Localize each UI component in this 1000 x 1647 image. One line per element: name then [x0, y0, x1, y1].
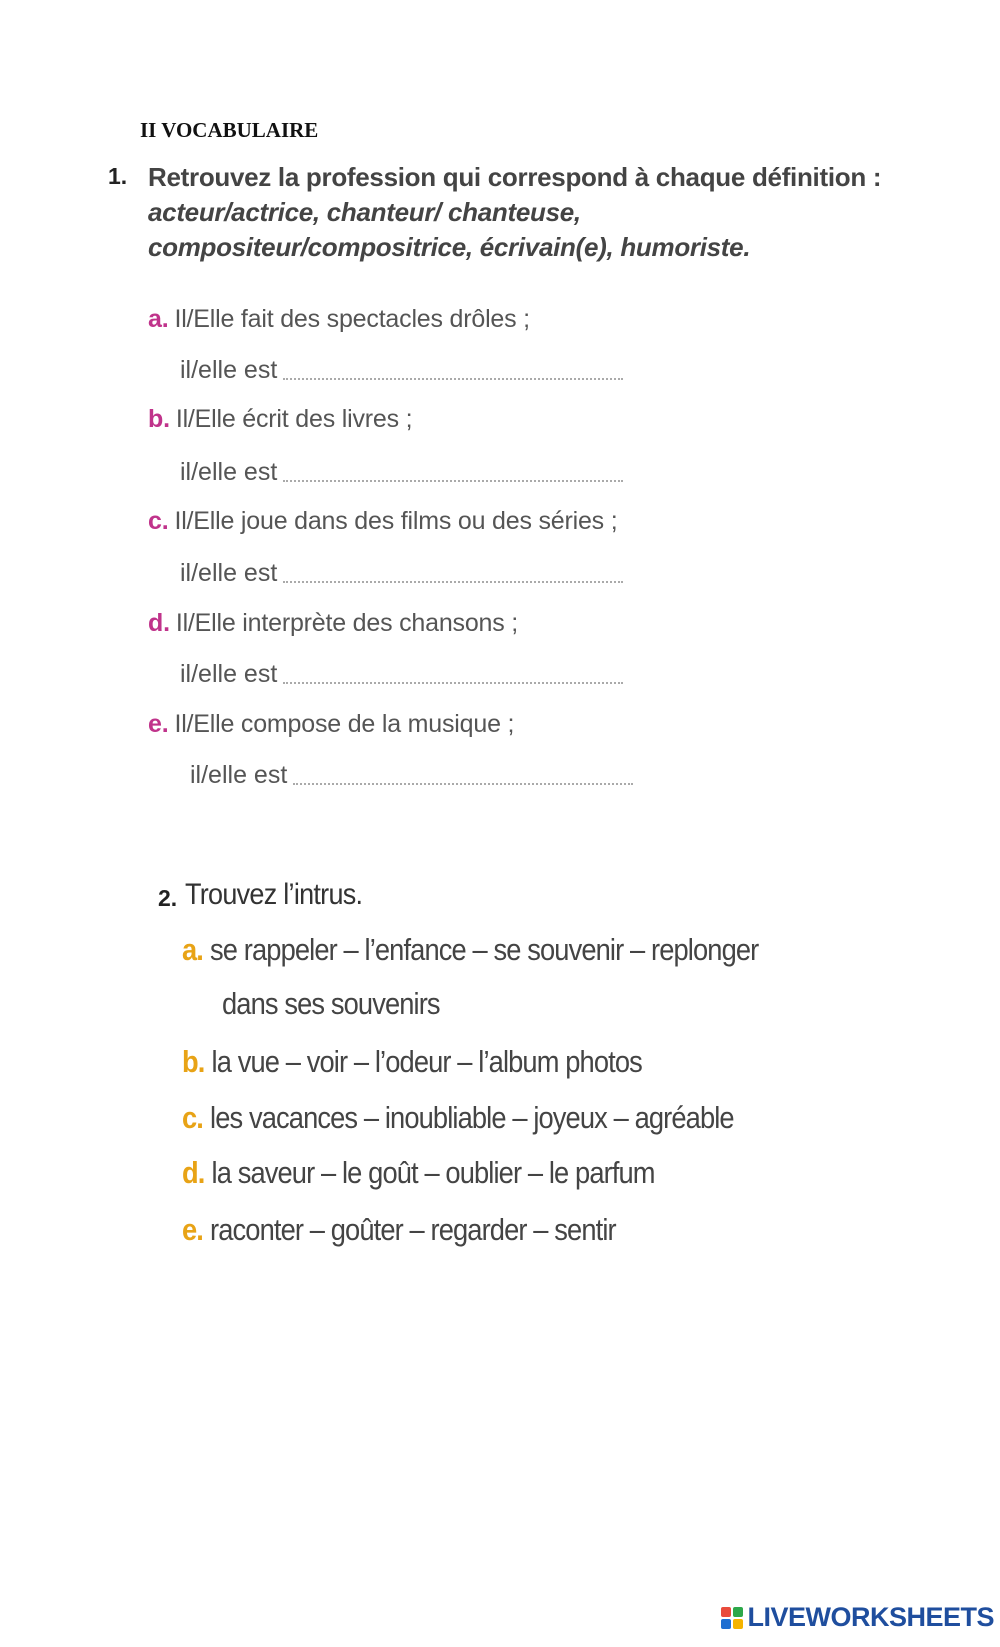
logo-text: LIVEWORKSHEETS — [747, 1602, 994, 1632]
exercise2-number: 2. — [158, 885, 178, 911]
logo-square-4 — [733, 1619, 743, 1629]
answer-row-d — [180, 660, 623, 689]
answer-field-d[interactable] — [283, 682, 623, 684]
ex2-item-b — [182, 1044, 642, 1080]
instruction-text: Retrouvez la profession qui correspond à chaque définition : — [148, 162, 882, 192]
item-text: Il/Elle compose de la musique ; — [174, 710, 515, 738]
ex1-item-a — [148, 305, 530, 334]
logo-square-1 — [721, 1607, 731, 1617]
ex2-item-e — [182, 1212, 616, 1248]
liveworksheets-logo[interactable] — [721, 1602, 994, 1633]
ex2-item-d — [182, 1155, 655, 1191]
item-letter: c. — [182, 1100, 203, 1135]
answer-field-a[interactable] — [283, 378, 623, 380]
answer-prefix: il/elle est — [180, 660, 278, 688]
section-title: II VOCABULAIRE — [140, 118, 319, 142]
item-text: la saveur – le goût – oublier – le parfum — [211, 1155, 655, 1190]
answer-prefix: il/elle est — [180, 356, 278, 384]
exercise1-number: 1. — [108, 163, 128, 189]
logo-square-2 — [733, 1607, 743, 1617]
answer-field-c[interactable] — [283, 581, 623, 583]
logo-square-3 — [721, 1619, 731, 1629]
ex1-item-e — [148, 710, 514, 739]
item-text: les vacances – inoubliable – joyeux – agréable — [210, 1100, 734, 1135]
item-text: se rappeler – l’enfance – se souvenir – replonger — [210, 932, 759, 967]
answer-row-e — [190, 761, 633, 790]
answer-field-e[interactable] — [293, 783, 633, 785]
answer-row-b — [180, 458, 623, 487]
answer-prefix: il/elle est — [180, 458, 278, 486]
item-letter: a. — [148, 305, 169, 333]
item-text: Il/Elle écrit des livres ; — [175, 405, 413, 433]
ex1-item-d — [148, 609, 518, 638]
instruction-professions: acteur/actrice, chanteur/ chanteuse, compositeur/compositrice, écrivain(e), humoriste. — [148, 197, 751, 262]
item-text: Il/Elle joue dans des films ou des séries ; — [174, 507, 618, 535]
logo-icon — [721, 1607, 743, 1629]
item-letter: b. — [148, 405, 170, 433]
answer-field-b[interactable] — [283, 480, 623, 482]
item-letter: b. — [182, 1044, 205, 1079]
answer-row-c — [180, 559, 623, 588]
exercise2-title: Trouvez l’intrus. — [185, 878, 363, 911]
answer-row-a — [180, 356, 623, 385]
item-text: raconter – goûter – regarder – sentir — [210, 1212, 616, 1247]
ex2-item-a-continuation: dans ses souvenirs — [222, 986, 440, 1021]
item-letter: d. — [148, 609, 170, 637]
item-letter: c. — [148, 507, 169, 535]
ex1-item-c — [148, 507, 617, 536]
ex2-item-c — [182, 1100, 734, 1136]
answer-prefix: il/elle est — [180, 559, 278, 587]
answer-prefix: il/elle est — [190, 761, 288, 789]
item-letter: d. — [182, 1155, 205, 1190]
ex2-item-a — [182, 932, 758, 968]
exercise1-instruction — [148, 160, 908, 265]
item-text: Il/Elle fait des spectacles drôles ; — [174, 305, 530, 333]
item-letter: e. — [148, 710, 169, 738]
item-text: la vue – voir – l’odeur – l’album photos — [211, 1044, 642, 1079]
item-text: Il/Elle interprète des chansons ; — [175, 609, 519, 637]
ex1-item-b — [148, 405, 412, 434]
item-letter: a. — [182, 932, 203, 967]
item-letter: e. — [182, 1212, 203, 1247]
